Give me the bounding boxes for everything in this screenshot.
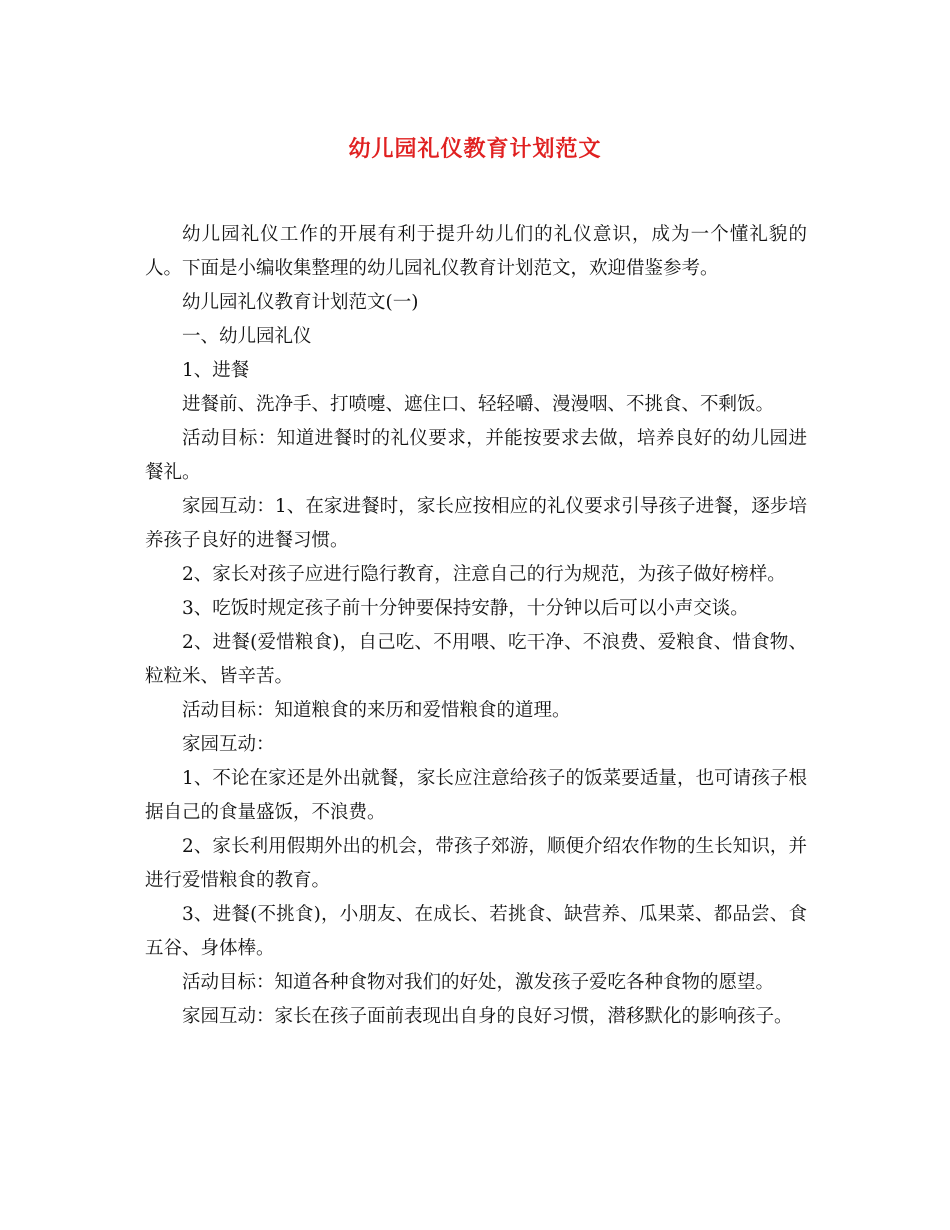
paragraph: 活动目标：知道各种食物对我们的好处，激发孩子爱吃各种食物的愿望。 [182,972,775,993]
paragraph: 3、进餐(不挑食)，小朋友、在成长、若挑食、缺营养、瓜果菜、都品尝、食五谷、身体棒。 [145,904,807,959]
paragraph-section-heading: 幼儿园礼仪教育计划范文(一) [182,292,419,313]
paragraph: 进餐前、洗净手、打喷嚏、遮住口、轻轻嚼、漫漫咽、不挑食、不剩饭。 [182,394,775,415]
paragraph: 2、家长对孩子应进行隐行教育，注意自己的行为规范，为孩子做好榜样。 [182,564,786,585]
paragraph: 家园互动：家长在孩子面前表现出自身的良好习惯，潜移默化的影响孩子。 [182,1006,793,1027]
paragraph: 3、吃饭时规定孩子前十分钟要保持安静，十分钟以后可以小声交谈。 [182,598,749,619]
paragraph-intro: 幼儿园礼仪工作的开展有利于提升幼儿们的礼仪意识，成为一个懂礼貌的人。下面是小编收集整理的幼儿园礼仪教育计划范文，欢迎借鉴参考。 [145,224,807,279]
paragraph: 家园互动： [182,734,275,755]
paragraph: 家园互动：1、在家进餐时，家长应按相应的礼仪要求引导孩子进餐，逐步培养孩子良好的进餐习惯。 [145,496,807,551]
paragraph-subheading: 一、幼儿园礼仪 [182,326,312,347]
paragraph: 活动目标：知道粮食的来历和爱惜粮食的道理。 [182,700,571,721]
document-body [145,218,807,1034]
paragraph-item-heading: 1、进餐 [182,360,250,381]
paragraph: 活动目标：知道进餐时的礼仪要求，并能按要求去做，培养良好的幼儿园进餐礼。 [145,428,807,483]
paragraph: 2、进餐(爱惜粮食)，自己吃、不用喂、吃干净、不浪费、爱粮食、惜食物、粒粒米、皆辛苦。 [145,632,807,687]
document-title: 幼儿园礼仪教育计划范文 [348,136,602,162]
paragraph: 2、家长利用假期外出的机会，带孩子郊游，顺便介绍农作物的生长知识，并进行爱惜粮食的教育。 [145,836,807,891]
paragraph: 1、不论在家还是外出就餐，家长应注意给孩子的饭菜要适量，也可请孩子根据自己的食量盛饭，不浪费。 [145,768,807,823]
